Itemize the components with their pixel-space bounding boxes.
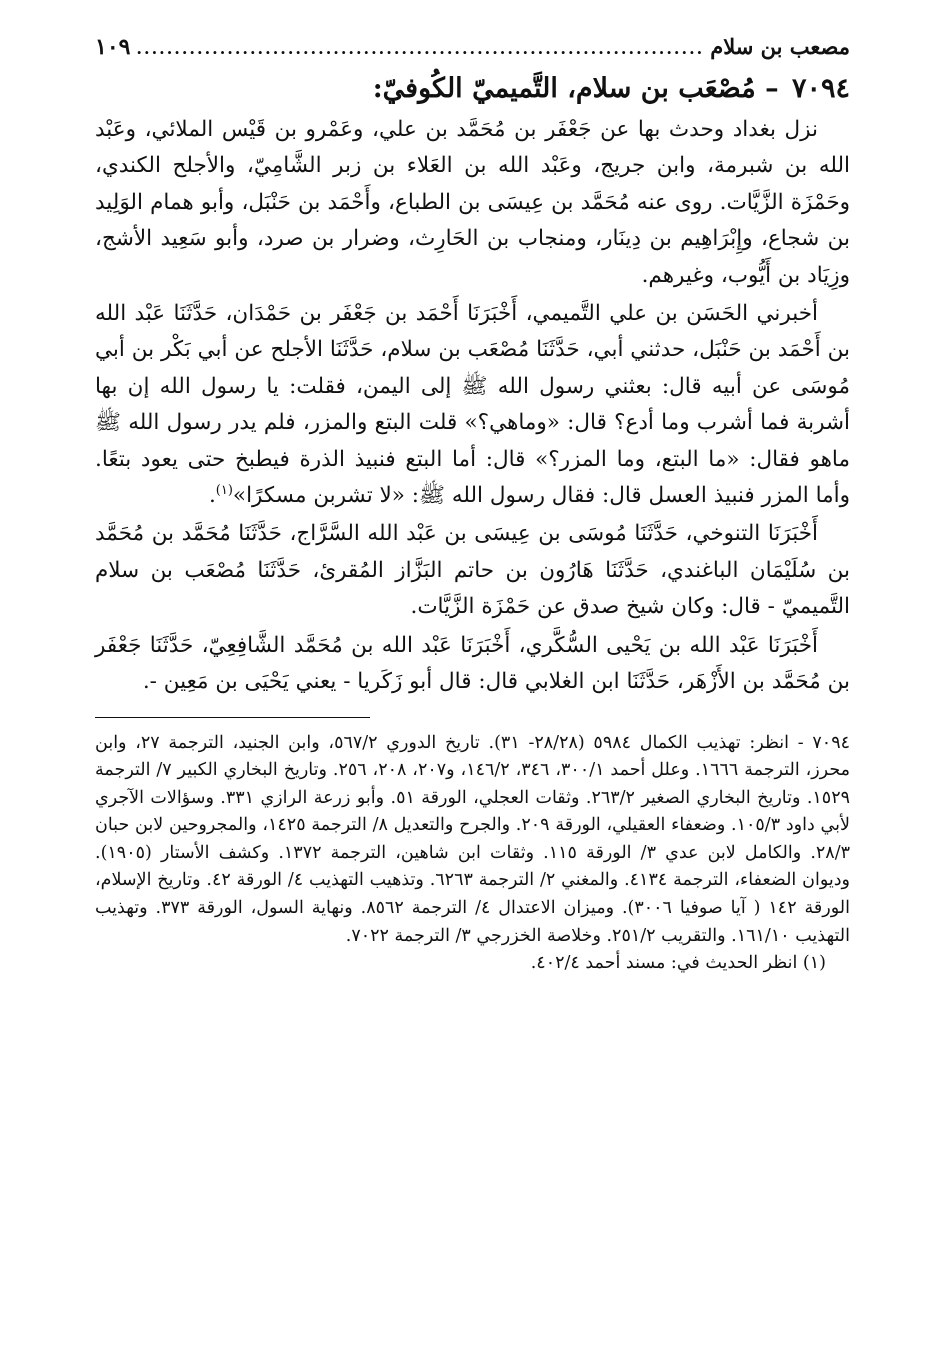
footnotes bbox=[95, 730, 850, 978]
footnote-separator-wrap bbox=[95, 717, 850, 718]
entry-dash: – bbox=[765, 73, 779, 104]
book-page bbox=[95, 30, 850, 978]
paragraph-tanukhi: أَخْبَرَنَا التنوخي، حَدَّثَنَا مُوسَى بن عِيسَى بن عَبْد الله السَّرَّاج، حَدَّثَنَا مُحَمَّد بن مُحَمَّد بن سُلَيْمَان الباغندي، حَدَّثَنَا هَارُون بن حاتم البَزَّاز المُقرئ، حَدَّثَنَا مُصْعَب بن سلام التَّميميّ - قال: وكان شيخ صدق عن حَمْزَة الزَّيَّات. bbox=[95, 521, 850, 620]
footnote-marker-tail: . bbox=[208, 483, 216, 509]
paragraph-sukkari: أَخْبَرَنَا عَبْد الله بن يَحْيى السُّكَّري، أَخْبَرَنَا عَبْد الله بن مُحَمَّد الشَّافِعِيّ، حَدَّثَنَا جَعْفَر بن مُحَمَّد بن الأَزْهَر، حَدَّثَنَا ابن الغلابي قال: قال أبو زَكَريا - يعني يَحْيَى بن مَعِين -. bbox=[95, 632, 850, 695]
footnote-marker: (١) bbox=[215, 482, 233, 498]
footnote-sources: ٧٠٩٤ - انظر: تهذيب الكمال ٥٩٨٤ (٢٨/٢٨- ٣١). تاريخ الدوري ٥٦٧/٢، وابن الجنيد، الترجمة ٢٧، وابن محرز، الترجمة ١٦٦٦. وعلل أحمد ٣٠٠/١، ٣٤٦، ١٤٦/٢، و٢٠٧، ٢٠٨، ٢٥٦. وتاريخ البخاري الكبير ٧/ الترجمة ١٥٢٩. وتاريخ البخاري الصغير ٢٦٣/٢. وثقات العجلي، الورقة ٥١. وأبو زرعة الرازي ٣٣١. وسؤالات الآجري لأبي داود ١٠٥/٣. وضعفاء العقيلي، الورقة ٢٠٩. والجرح والتعديل ٨/ الترجمة ١٤٢٥، والمجروحين لابن حبان ٢٨/٣. والكامل لابن عدي ٣/ الورقة ١١٥. وثقات ابن شاهين، الترجمة ١٣٧٢. وكشف الأستار (١٩٠٥). وديوان الضعفاء، الترجمة ٤١٣٤. والمغني ٢/ الترجمة ٦٢٦٣. وتذهيب التهذيب ٤/ الورقة ٤٢. وتاريخ الإسلام، الورقة ١٤٢ ( آيا صوفيا ٣٠٠٦). وميزان الاعتدال ٤/ الترجمة ٨٥٦٢. ونهاية السول، الورقة ٣٧٣. وتهذيب التهذيب ١٦١/١٠. والتقريب ٢٥١/٢. وخلاصة الخزرجي ٣/ الترجمة ٧٠٢٢. bbox=[95, 732, 851, 946]
paragraph-biography: نزل بغداد وحدث بها عن جَعْفَر بن مُحَمَّد بن علي، وعَمْرو بن قَيْس الملائي، وعَبْد الله بن شبرمة، وابن جريج، وعَبْد الله بن العَلاء بن زبر الشَّامِيّ، والأجلح الكندي، وحَمْزَة الزَّيَّات. روى عنه مُحَمَّد بن عِيسَى بن الطباع، وأَحْمَد بن حَنْبَل، وأبو همام الوَلِيد بن شجاع، وإِبْرَاهِيم بن دِينَار، ومنجاب بن الحَارِث، وضرار بن صرد، وأبو سَعِيد الأشج، وزِيَاد بن أَيُّوب، وغيرهم. bbox=[95, 117, 850, 288]
paragraph-hadith bbox=[95, 296, 850, 514]
running-head bbox=[95, 30, 850, 64]
footnote-1: (١) انظر الحديث في: مسند أحمد ٤٠٢/٤. bbox=[530, 953, 826, 974]
page-number: ١٠٩ bbox=[95, 34, 131, 60]
footnote-separator bbox=[95, 717, 370, 718]
leader-dots bbox=[136, 32, 704, 66]
entry-number: ٧٠٩٤ bbox=[791, 73, 850, 104]
entry-heading bbox=[95, 66, 850, 112]
paragraph-hadith-text: أخبرني الحَسَن بن علي التَّميمي، أَخْبَرَنَا أَحْمَد بن جَعْفَر بن حَمْدَان، حَدَّثَنَا عَبْد الله بن أَحْمَد بن حَنْبَل، حدثني أبي، حَدَّثَنَا مُصْعَب بن سلام، حَدَّثَنَا الأجلح عن أبي بَكْر بن أبي مُوسَى عن أبيه قال: بعثني رسول الله ﷺ إلى اليمن، فقلت: يا رسول الله إن بها أشربة فما أشرب وما أدع؟ قال: «وماهي؟» قلت البتع والمزر، فلم يدر رسول الله ﷺ ماهو فقال: «ما البتع، وما المزر؟» قال: أما البتع فنبيذ الذرة فيطبخ حتى يعود بتعًا. وأما المزر فنبيذ العسل قال: فقال رسول الله ﷺ: «لا تشربن مسكرًا» bbox=[95, 301, 850, 509]
entry-name: مُصْعَب بن سلام، التَّميميّ الكُوفيّ: bbox=[372, 73, 756, 104]
running-head-title: مصعب بن سلام bbox=[710, 34, 850, 59]
